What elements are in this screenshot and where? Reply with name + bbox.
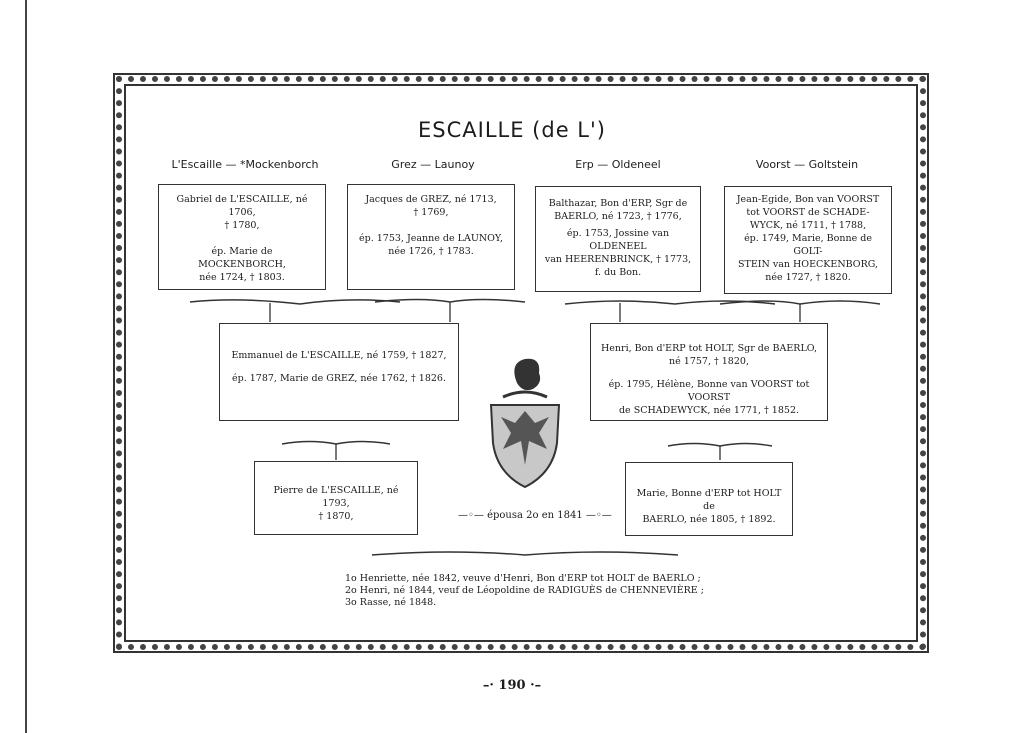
person-text: Balthazar, Bon d'ERP, Sgr de: [548, 198, 688, 209]
person-box-jacques: [347, 184, 515, 290]
person-text: ép. Marie de MOCKENBORCH,: [198, 246, 286, 270]
person-text: BAERLO, né 1723, † 1776,: [554, 211, 682, 222]
children-list: [345, 573, 704, 609]
ornament-right: —◦—: [585, 510, 612, 521]
person-text: † 1870,: [318, 511, 354, 522]
children-connector-line: [370, 545, 680, 563]
page-margin-line: [25, 0, 27, 733]
person-box-emmanuel: [219, 323, 459, 421]
child-line: 3o Rasse, né 1848.: [345, 597, 437, 608]
person-text: Jean-Egide, Bon van VOORST: [736, 194, 880, 205]
person-text: ép. 1753, Jeanne de LAUNOY,: [359, 233, 503, 244]
page-number-value: 190: [498, 678, 526, 693]
person-box-henri: [590, 323, 828, 421]
person-text: Gabriel de L'ESCAILLE, né 1706,: [176, 194, 308, 218]
marriage-label: [458, 510, 612, 521]
person-text: f. du Bon.: [594, 267, 642, 278]
person-text: Emmanuel de L'ESCAILLE, né 1759, † 1827,: [231, 350, 447, 361]
ornament-left: —◦—: [458, 510, 484, 521]
person-text: Jacques de GREZ, né 1713,: [365, 194, 497, 205]
person-box-jean-egide: [724, 186, 892, 294]
person-text: Pierre de L'ESCAILLE, né 1793,: [273, 485, 399, 509]
page-number-ornament-left: –·: [482, 678, 499, 693]
column-heading-escaille: L'Escaille — *Mockenborch: [171, 158, 319, 171]
page-number: [0, 678, 1024, 693]
column-heading-erp: Erp — Oldeneel: [575, 158, 661, 171]
child-line: 1o Henriette, née 1842, veuve d'Henri, Bon d'ERP tot HOLT de BAERLO ;: [345, 573, 701, 584]
coat-of-arms-image: [487, 353, 563, 493]
person-text: ép. 1787, Marie de GREZ, née 1762, † 1826.: [231, 373, 446, 384]
family-connector-lines-bottom: [270, 436, 790, 462]
page-number-ornament-right: ·–: [525, 678, 542, 693]
person-text: † 1769,: [413, 207, 449, 218]
person-text: van HEERENBRINCK, † 1773,: [544, 254, 692, 265]
person-box-gabriel: [158, 184, 326, 290]
person-text: † 1780,: [224, 220, 260, 231]
person-text: né 1757, † 1820,: [669, 356, 749, 367]
page-title: ESCAILLE (de L'): [418, 118, 606, 142]
person-text: née 1724, † 1803.: [199, 272, 285, 283]
child-line: 2o Henri, né 1844, veuf de Léopoldine de RADIGUÈS de CHENNEVIÈRE ;: [345, 585, 704, 596]
person-text: née 1727, † 1820.: [765, 272, 851, 283]
person-box-marie: [625, 462, 793, 536]
person-text: Marie, Bonne d'ERP tot HOLT de: [636, 488, 782, 512]
person-text: Henri, Bon d'ERP tot HOLT, Sgr de BAERLO,: [601, 343, 817, 354]
person-text: tot VOORST de SCHADE-: [746, 207, 870, 218]
person-text: ép. 1753, Jossine van OLDENEEL: [566, 228, 670, 252]
person-text: née 1726, † 1783.: [388, 246, 474, 257]
person-text: ép. 1749, Marie, Bonne de GOLT-: [744, 233, 872, 257]
column-heading-grez: Grez — Launoy: [391, 158, 475, 171]
person-text: BAERLO, née 1805, † 1892.: [642, 514, 776, 525]
column-heading-voorst: Voorst — Goltstein: [755, 158, 859, 171]
person-text: ép. 1795, Hélène, Bonne van VOORST tot VOORST: [608, 379, 810, 403]
marriage-text: épousa 2o en 1841: [487, 510, 583, 521]
person-box-pierre: [254, 461, 418, 535]
person-box-balthazar: [535, 186, 701, 292]
person-text: STEIN van HOECKENBORG,: [737, 259, 879, 270]
person-text: WYCK, né 1711, † 1788,: [749, 220, 867, 231]
person-text: de SCHADEWYCK, née 1771, † 1852.: [618, 405, 800, 416]
